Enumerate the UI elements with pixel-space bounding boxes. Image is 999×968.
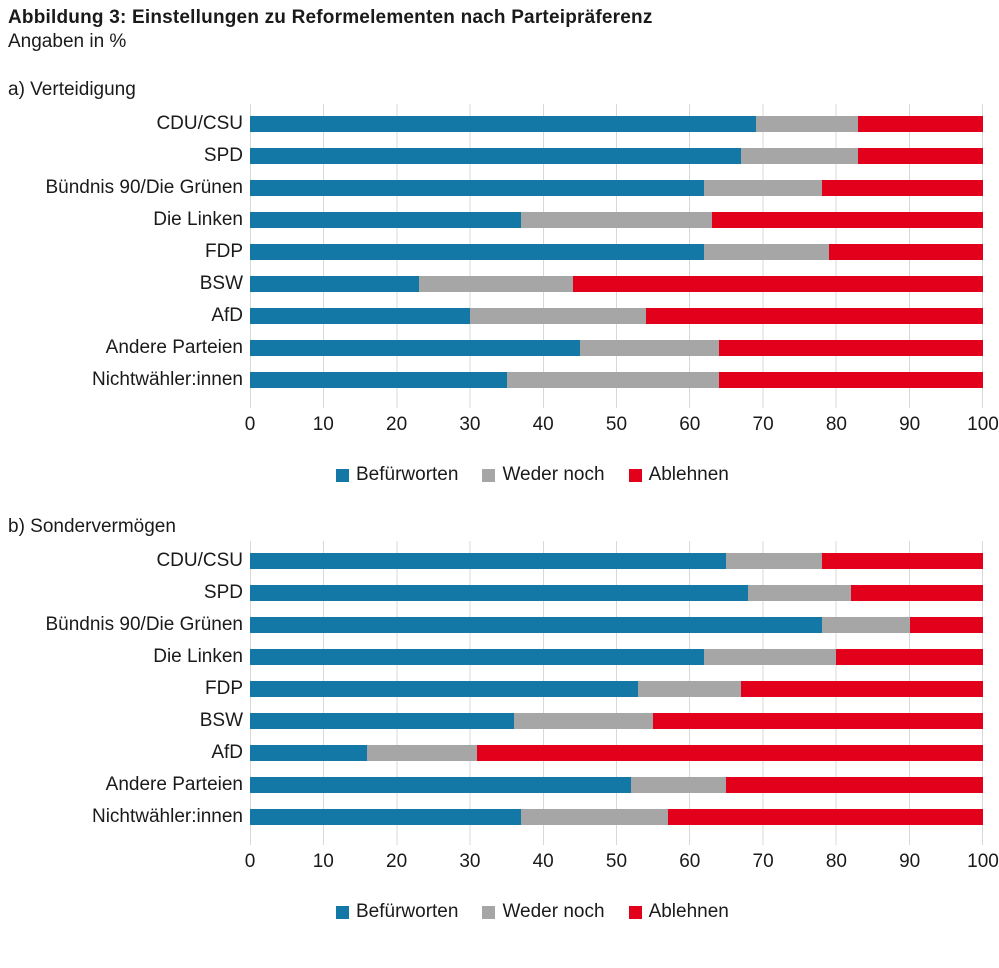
bar-segment-ablehnen [726,777,983,793]
bar-row [250,148,983,164]
bar-segment-befuerworten [250,681,638,697]
bar-row [250,713,983,729]
legend-swatch-weder-noch [482,906,495,919]
bar-segment-befuerworten [250,148,741,164]
bar-segment-weder-noch [748,585,851,601]
category-label: CDU/CSU [156,550,243,571]
axis-tick-label: 0 [244,414,256,435]
bar-segment-weder-noch [822,617,910,633]
legend-label: Ablehnen [648,464,729,485]
bar-segment-weder-noch [521,212,712,228]
bar-segment-befuerworten [250,116,756,132]
bar-segment-ablehnen [719,340,983,356]
bar-segment-weder-noch [514,713,653,729]
category-label: SPD [203,582,243,603]
legend-label: Befürworten [356,901,459,922]
bar-segment-weder-noch [704,244,829,260]
axis-tick-label: 70 [752,851,774,872]
bar-segment-weder-noch [521,809,668,825]
category-label: Andere Parteien [105,774,243,795]
bar-segment-ablehnen [653,713,983,729]
category-label: BSW [199,273,243,294]
category-label: Andere Parteien [105,337,243,358]
legend-label: Befürworten [356,464,459,485]
bar-segment-befuerworten [250,276,419,292]
bar-segment-befuerworten [250,809,521,825]
category-label: Die Linken [153,209,243,230]
bar-segment-weder-noch [470,308,646,324]
bar-segment-befuerworten [250,372,507,388]
bar-row [250,212,983,228]
chart-a-legend [336,463,999,487]
axis-tick-label: 80 [825,414,847,435]
chart-a [8,104,999,408]
bar-row [250,681,983,697]
bar-segment-ablehnen [858,116,983,132]
chart-b-category-labels [8,541,250,845]
category-label: CDU/CSU [156,113,243,134]
bar-segment-ablehnen [851,585,983,601]
bar-row [250,553,983,569]
legend-item-ablehnen [629,464,729,486]
bar-row [250,649,983,665]
legend-item-weder-noch [482,901,604,923]
category-label: Die Linken [153,646,243,667]
category-label: FDP [205,678,243,699]
bar-row [250,809,983,825]
bar-segment-befuerworten [250,212,521,228]
bar-row [250,372,983,388]
bar-row [250,244,983,260]
legend-label: Ablehnen [648,901,729,922]
bar-segment-weder-noch [756,116,859,132]
axis-tick-label: 70 [752,414,774,435]
category-label: SPD [203,145,243,166]
category-label: BSW [199,710,243,731]
axis-tick-label: 50 [605,414,628,435]
category-label: Bündnis 90/Die Grünen [45,177,243,198]
bar-row [250,340,983,356]
legend-swatch-ablehnen [629,469,642,482]
panel-sondervermoegen [8,515,999,924]
bar-row [250,308,983,324]
bar-segment-ablehnen [719,372,983,388]
legend-swatch-ablehnen [629,906,642,919]
chart-a-x-axis [244,414,999,438]
panel-a-section-label: a) Verteidigung [8,79,136,100]
axis-tick-label: 20 [386,851,408,872]
category-label: AfD [211,305,243,326]
axis-tick-label: 30 [459,851,481,872]
axis-tick-label: 10 [312,414,334,435]
bar-row [250,116,983,132]
bar-segment-ablehnen [646,308,983,324]
bar-segment-befuerworten [250,777,631,793]
panel-verteidigung [8,78,999,487]
legend-item-befuerworten [336,464,458,486]
bar-segment-weder-noch [726,553,821,569]
bar-row [250,777,983,793]
axis-tick-label: 10 [312,851,334,872]
bar-segment-weder-noch [704,180,821,196]
axis-tick-label: 0 [244,851,256,872]
bar-row [250,180,983,196]
axis-tick-label: 100 [967,851,999,872]
legend-label: Weder noch [502,464,605,485]
chart-b-x-axis [244,851,999,875]
category-label: Bündnis 90/Die Grünen [45,614,243,635]
axis-tick-label: 40 [532,851,554,872]
bar-segment-weder-noch [741,148,858,164]
category-label: Nichtwähler:innen [91,369,243,390]
bar-row [250,276,983,292]
chart-b-legend [336,900,999,924]
bar-segment-befuerworten [250,713,514,729]
bar-segment-befuerworten [250,308,470,324]
axis-tick-label: 40 [532,414,554,435]
panel-b-section-label: b) Sondervermögen [8,516,176,537]
bar-segment-weder-noch [580,340,719,356]
figure-title: Abbildung 3: Einstellungen zu Reformelementen nach Parteipräferenz [8,7,653,28]
bar-segment-ablehnen [477,745,983,761]
axis-tick-label: 20 [386,414,408,435]
category-label: FDP [205,241,243,262]
bar-segment-weder-noch [631,777,726,793]
category-label: Nichtwähler:innen [91,806,243,827]
legend-swatch-befuerworten [336,906,349,919]
bar-row [250,745,983,761]
category-label: AfD [211,742,243,763]
bar-segment-weder-noch [419,276,573,292]
legend-swatch-befuerworten [336,469,349,482]
bar-segment-befuerworten [250,585,748,601]
axis-tick-label: 50 [605,851,628,872]
bar-segment-befuerworten [250,553,726,569]
bar-segment-ablehnen [712,212,983,228]
chart-b-plot-area [250,541,983,845]
bar-segment-ablehnen [858,148,983,164]
bar-segment-befuerworten [250,180,704,196]
bar-segment-ablehnen [910,617,983,633]
chart-b [8,541,999,845]
bar-row [250,617,983,633]
axis-tick-label: 90 [899,414,921,435]
bar-segment-weder-noch [367,745,477,761]
axis-tick-label: 60 [679,851,701,872]
legend-item-ablehnen [629,901,729,923]
bar-row [250,585,983,601]
chart-a-plot-area [250,104,983,408]
legend-item-befuerworten [336,901,458,923]
figure-subtitle: Angaben in % [8,31,127,52]
chart-a-category-labels [8,104,250,408]
figure [8,6,999,924]
axis-tick-label: 100 [967,414,999,435]
bar-segment-ablehnen [829,244,983,260]
bar-segment-befuerworten [250,244,704,260]
bar-segment-befuerworten [250,649,704,665]
legend-item-weder-noch [482,464,604,486]
bar-segment-ablehnen [822,180,983,196]
bar-segment-weder-noch [638,681,741,697]
bar-segment-ablehnen [741,681,983,697]
axis-tick-label: 90 [899,851,921,872]
legend-swatch-weder-noch [482,469,495,482]
legend-label: Weder noch [502,901,605,922]
bar-segment-befuerworten [250,745,367,761]
axis-tick-label: 30 [459,414,481,435]
bar-segment-ablehnen [573,276,983,292]
bar-segment-ablehnen [836,649,983,665]
axis-tick-label: 80 [825,851,847,872]
bar-segment-befuerworten [250,340,580,356]
bar-segment-weder-noch [507,372,720,388]
bar-segment-weder-noch [704,649,836,665]
bar-segment-ablehnen [668,809,983,825]
bar-segment-befuerworten [250,617,822,633]
bar-segment-ablehnen [822,553,983,569]
axis-tick-label: 60 [679,414,701,435]
